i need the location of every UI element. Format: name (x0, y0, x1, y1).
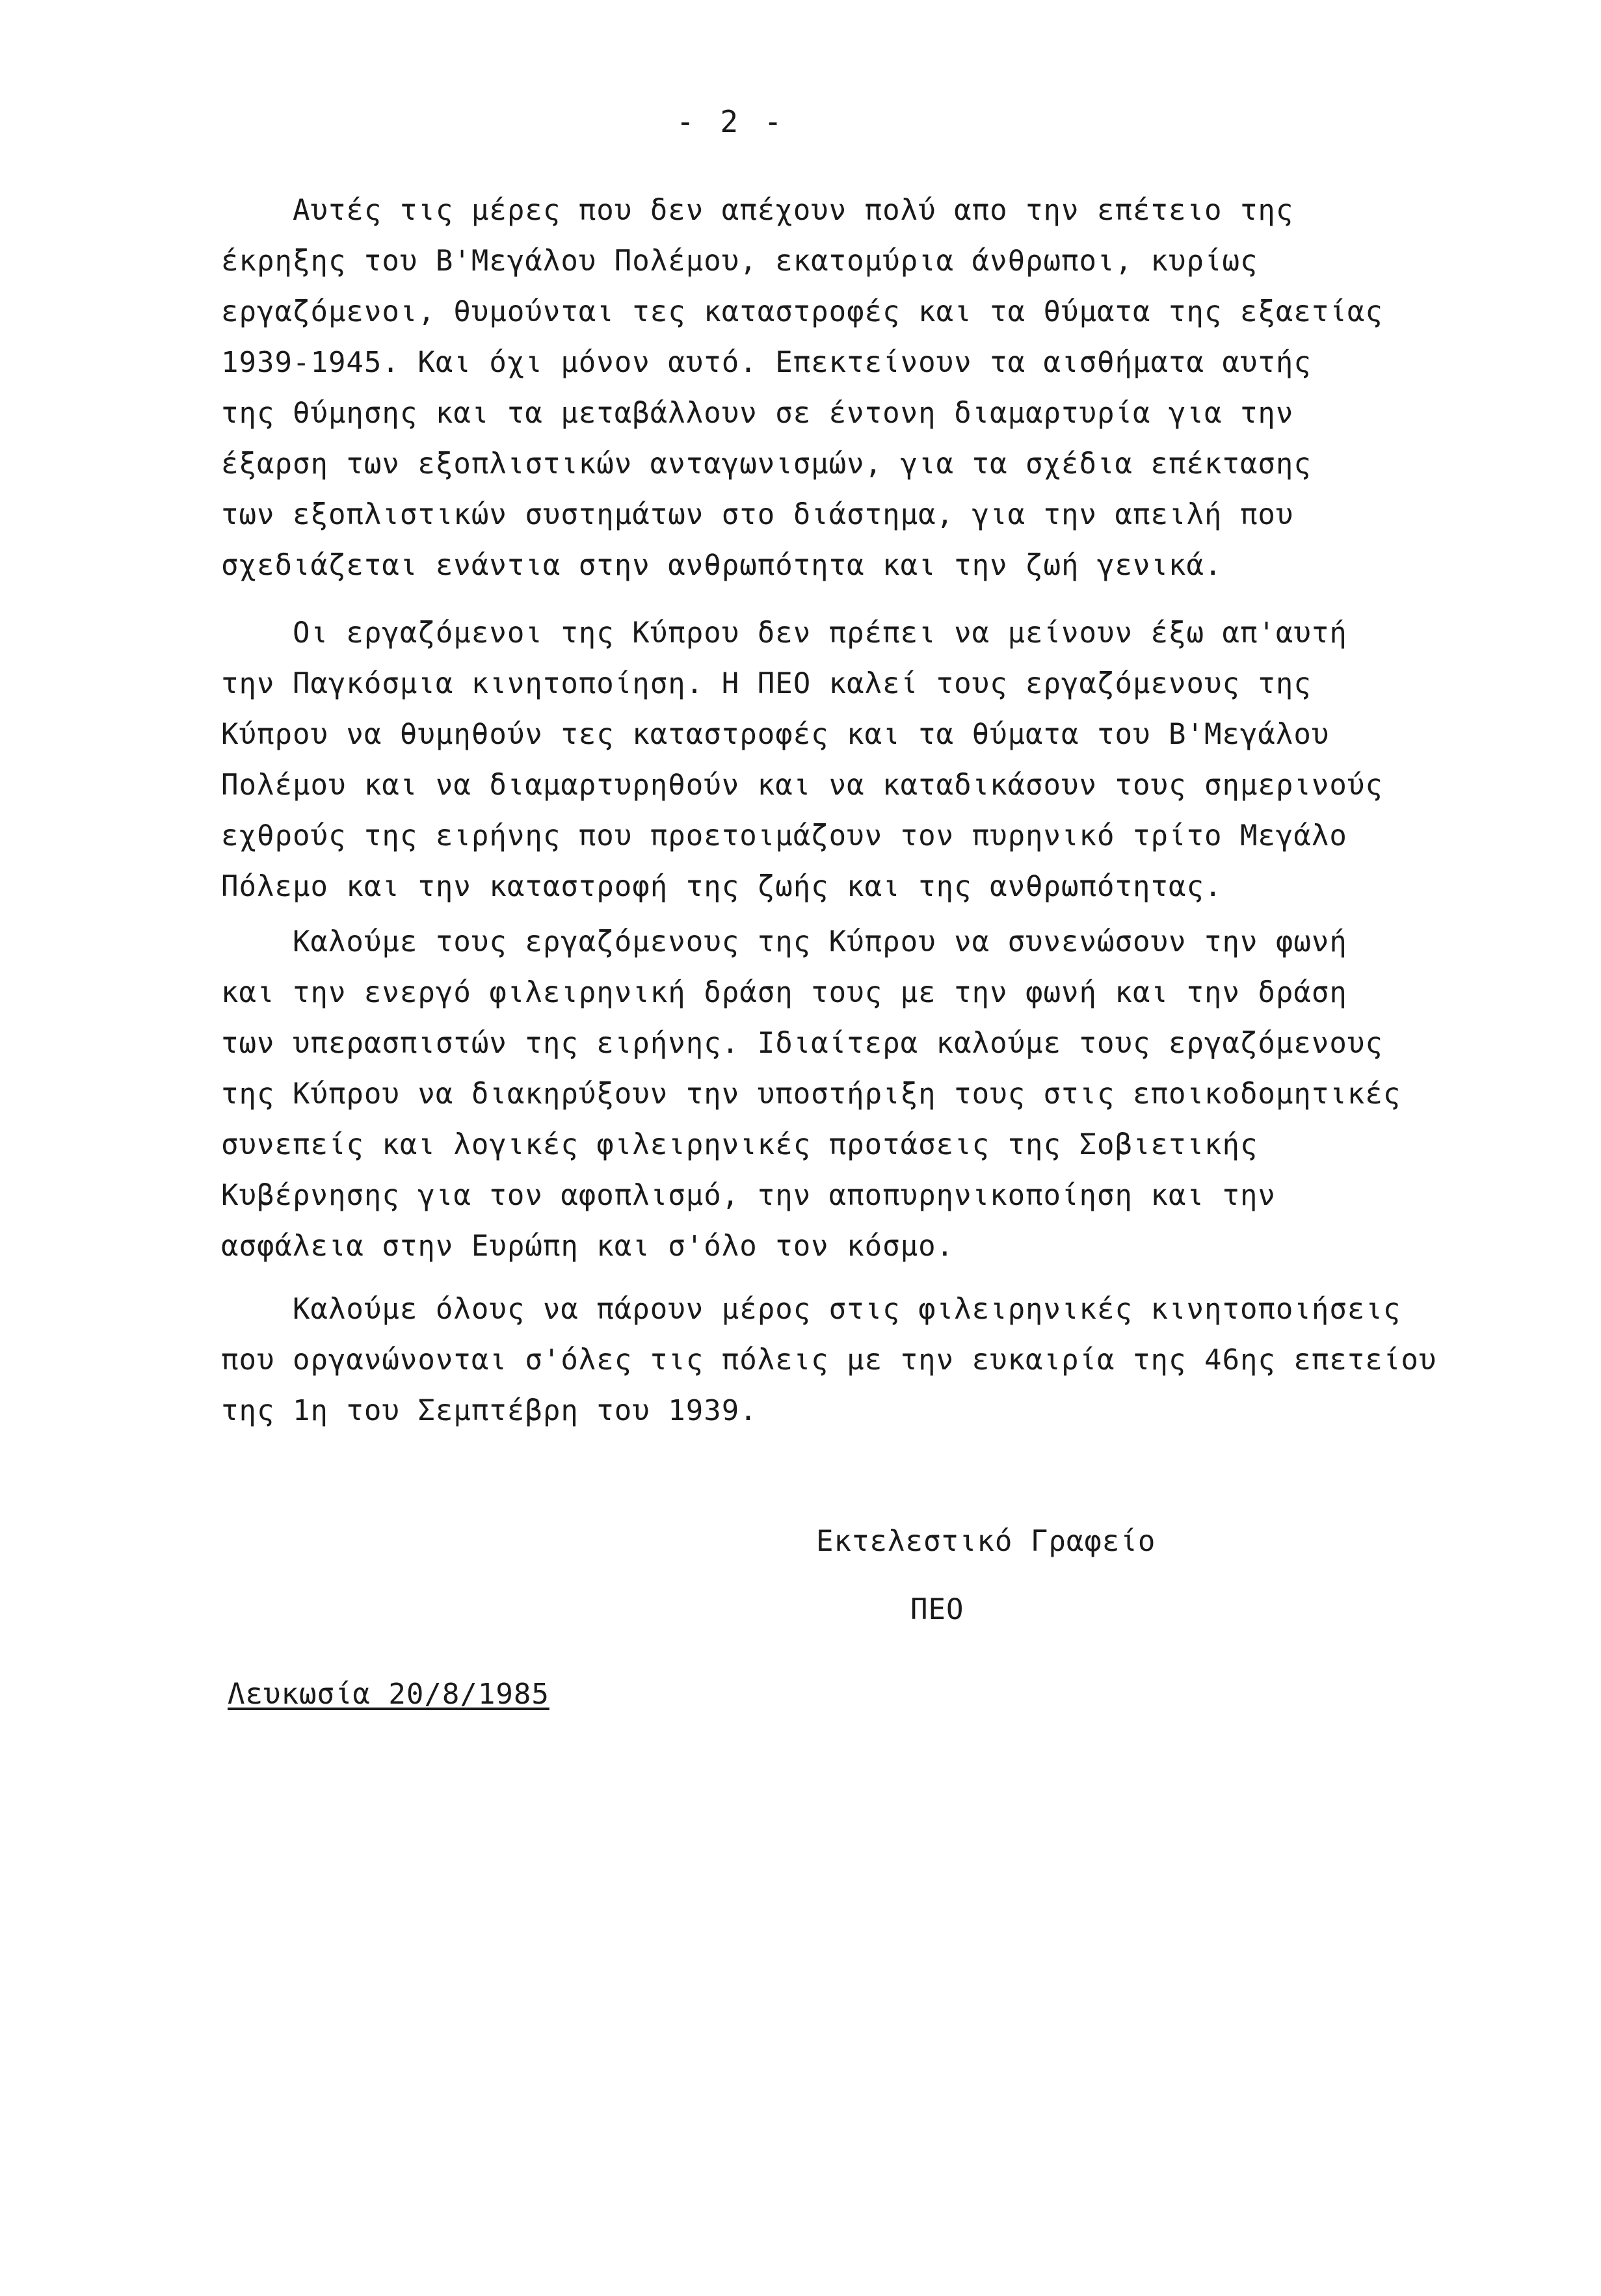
paragraph-line: Οι εργαζόμενοι της Κύπρου δεν πρέπει να μείνουν έξω απ'αυτή (221, 616, 1347, 650)
page-number: - 2 - (676, 104, 786, 139)
paragraph-line: της Κύπρου να διακηρύξουν την υποστήριξη τους στις εποικοδομητικές (221, 1077, 1401, 1111)
paragraph-4 (221, 1284, 1587, 1436)
paragraph-line: Πολέμου και να διαμαρτυρηθούν και να καταδικάσουν τους σημερινούς (221, 769, 1383, 802)
paragraph-1 (221, 185, 1587, 591)
paragraph-3 (221, 917, 1587, 1272)
paragraph-line: Καλούμε τους εργαζόμενους της Κύπρου να συνενώσουν την φωνή (221, 925, 1347, 958)
paragraph-line: Καλούμε όλους να πάρουν μέρος στις φιλειρηνικές κινητοποιήσεις (221, 1293, 1401, 1326)
paragraph-line: 1939-1945. Και όχι μόνον αυτό. Επεκτείνουν τα αισθήματα αυτής (221, 346, 1312, 379)
paragraph-line: συνεπείς και λογικές φιλειρηνικές προτάσεις της Σοβιετικής (221, 1128, 1258, 1161)
paragraph-line: και την ενεργό φιλειρηνική δράση τους με την φωνή και την δράση (221, 976, 1347, 1009)
signature-organization: ΠΕΟ (910, 1593, 964, 1626)
signature-office: Εκτελεστικό Γραφείο (816, 1525, 1156, 1558)
paragraph-2 (221, 608, 1587, 912)
paragraph-line: που οργανώνονται σ'όλες τις πόλεις με την ευκαιρία της 46ης επετείου (221, 1343, 1437, 1377)
paragraph-line: των εξοπλιστικών συστημάτων στο διάστημα, για την απειλή που (221, 498, 1294, 531)
paragraph-line: Κυβέρνησης για τον αφοπλισμό, την αποπυρηνικοποίηση και την (221, 1179, 1276, 1212)
paragraph-line: ασφάλεια στην Ευρώπη και σ'όλο τον κόσμο. (221, 1230, 955, 1263)
paragraph-line: εργαζόμενοι, θυμούνται τες καταστροφές και τα θύματα της εξαετίας (221, 295, 1383, 328)
paragraph-line: της θύμησης και τα μεταβάλλουν σε έντονη διαμαρτυρία για την (221, 397, 1294, 430)
paragraph-line: έκρηξης του Β'Μεγάλου Πολέμου, εκατομύρια άνθρωποι, κυρίως (221, 244, 1258, 278)
paragraph-line: σχεδιάζεται ενάντια στην ανθρωπότητα και την ζωή γενικά. (221, 549, 1223, 582)
paragraph-line: της 1η του Σεμπτέβρη του 1939. (221, 1394, 758, 1427)
paragraph-line: Πόλεμο και την καταστροφή της ζωής και της ανθρωπότητας. (221, 870, 1223, 903)
paragraph-line: των υπερασπιστών της ειρήνης. Ιδιαίτερα καλούμε τους εργαζόμενους (221, 1027, 1383, 1060)
paragraph-line: Αυτές τις μέρες που δεν απέχουν πολύ απο την επέτειο της (221, 194, 1294, 227)
date-line: Λευκωσία 20/8/1985 (228, 1678, 549, 1711)
paragraph-line: την Παγκόσμια κινητοποίηση. Η ΠΕΟ καλεί τους εργαζόμενους της (221, 667, 1312, 700)
paragraph-line: έξαρση των εξοπλιστικών ανταγωνισμών, για τα σχέδια επέκτασης (221, 447, 1312, 481)
paragraph-line: Κύπρου να θυμηθούν τες καταστροφές και τα θύματα του Β'Μεγάλου (221, 718, 1330, 751)
paragraph-line: εχθρούς της ειρήνης που προετοιμάζουν τον πυρηνικό τρίτο Μεγάλο (221, 819, 1347, 852)
